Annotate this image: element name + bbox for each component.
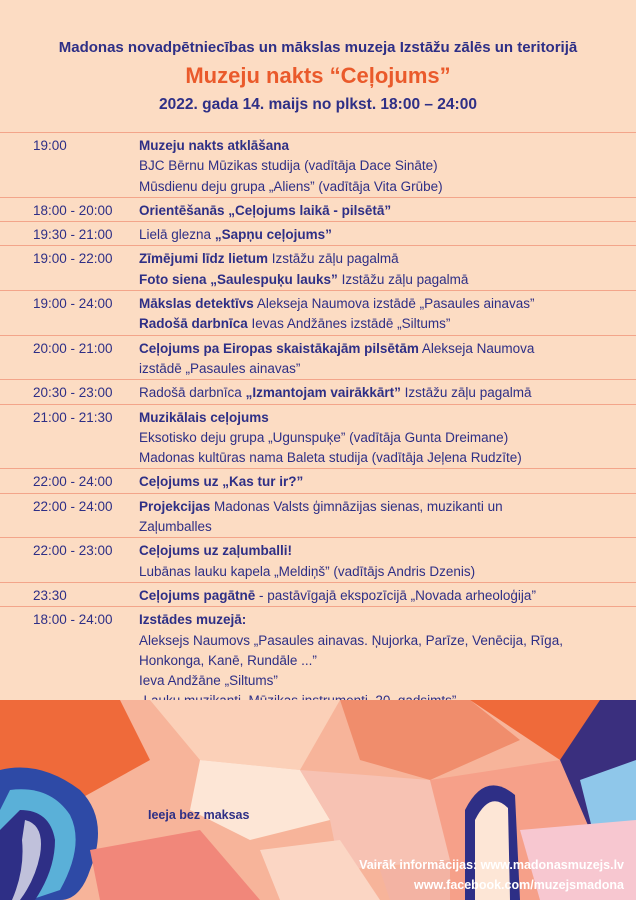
schedule-row	[0, 379, 636, 403]
activity-detail: Radošā darbnīca	[139, 385, 246, 401]
activity-name: Foto siena „Saulespuķu lauks”	[139, 271, 338, 287]
activity-detail: Alekseja Naumova	[418, 340, 535, 356]
schedule-row	[0, 132, 636, 197]
free-entry-note: Ieeja bez maksas	[148, 808, 250, 822]
schedule-time: 19:00 - 24:00	[33, 296, 113, 312]
schedule-time: 19:00 - 22:00	[33, 251, 113, 267]
activity-detail: Madonas kultūras nama Baleta studija (vadītāja Jeļena Rudzīte)	[139, 450, 522, 466]
schedule-time: 20:00 - 21:00	[33, 340, 113, 356]
activity-name: „Izmantojam vairākkārt”	[245, 385, 401, 401]
schedule-lines	[139, 291, 636, 335]
activity-name: Radošā darbnīca	[139, 316, 248, 332]
schedule-line	[139, 249, 636, 269]
activity-name: Ceļojums pagātnē	[139, 587, 256, 603]
organizer-line: Madonas novadpētniecības un mākslas muzeja Izstāžu zālēs un teritorijā	[58, 39, 578, 56]
schedule-lines	[139, 336, 636, 380]
activity-detail: Izstāžu zāļu pagalmā	[400, 385, 532, 401]
schedule-line	[139, 472, 636, 492]
activity-name: Projekcijas	[139, 498, 211, 514]
schedule-line	[139, 177, 636, 197]
activity-detail: Lielā glezna	[139, 227, 215, 243]
schedule-row	[0, 221, 636, 245]
schedule-line	[139, 541, 636, 561]
schedule-row	[0, 404, 636, 469]
activity-name: „Sapņu ceļojums”	[214, 227, 332, 243]
activity-detail: Madonas Valsts ģimnāzijas sienas, muzikanti un	[210, 498, 503, 514]
activity-detail: Eksotisko deju grupa „Ugunspuķe” (vadītāja Gunta Dreimane)	[139, 429, 509, 445]
info-facebook[interactable]: www.facebook.com/muzejsmadona	[413, 878, 624, 892]
schedule-line	[139, 671, 636, 691]
schedule-line	[139, 651, 636, 671]
schedule-lines	[139, 198, 636, 221]
schedule-row	[0, 197, 636, 221]
activity-detail: Zaļumballes	[139, 519, 212, 535]
schedule-time: 18:00 - 20:00	[33, 202, 113, 218]
activity-detail: Mūsdienu deju grupa „Aliens” (vadītāja Vita Grūbe)	[139, 178, 443, 194]
schedule-line	[139, 610, 636, 630]
schedule-line	[139, 225, 636, 245]
schedule-line	[139, 339, 636, 359]
schedule-row	[0, 335, 636, 380]
activity-name: Ceļojums pa Eiropas skaistākajām pilsētām	[139, 340, 419, 356]
activity-name: Muzeju nakts atklāšana	[139, 138, 290, 153]
schedule-time: 19:30 - 21:00	[33, 227, 113, 243]
schedule-line	[139, 586, 636, 606]
schedule-time: 22:00 - 24:00	[33, 474, 113, 490]
schedule-line	[139, 270, 636, 290]
schedule-row	[0, 582, 636, 606]
info-website[interactable]: Vairāk informācijas: www.madonasmuzejs.lv	[359, 858, 624, 872]
activity-detail: izstādē „Pasaules ainavas”	[139, 360, 301, 376]
schedule-line	[139, 136, 636, 156]
schedule-time: 22:00 - 24:00	[33, 498, 113, 514]
schedule-row	[0, 245, 636, 290]
schedule-lines	[139, 405, 636, 469]
schedule-time: 21:00 - 21:30	[33, 409, 113, 425]
schedule-list	[0, 132, 636, 752]
activity-detail: BJC Bērnu Mūzikas studija (vadītāja Dace Sināte)	[139, 158, 438, 174]
schedule-lines	[139, 469, 636, 492]
schedule-line	[139, 497, 636, 517]
schedule-line	[139, 517, 636, 537]
activity-detail: Izstāžu zāļu pagalmā	[337, 271, 469, 287]
activity-detail: Alekseja Naumova izstādē „Pasaules ainavas”	[253, 296, 535, 312]
header	[0, 38, 636, 116]
event-date: 2022. gada 14. maijs no plkst. 18:00 – 24:00	[159, 96, 477, 113]
schedule-time: 22:00 - 23:00	[33, 543, 113, 559]
schedule-time: 19:00	[33, 138, 67, 153]
more-info	[359, 855, 624, 895]
schedule-time: 23:30	[33, 587, 67, 603]
schedule-time: 18:00 - 24:00	[33, 612, 113, 628]
schedule-line	[139, 631, 636, 651]
activity-name: Ceļojums uz „Kas tur ir?”	[139, 474, 304, 490]
activity-detail: Aleksejs Naumovs „Pasaules ainavas. Ņujorka, Parīze, Venēcija, Rīga,	[139, 632, 563, 648]
activity-detail: Ieva Andžāne „Siltums”	[139, 673, 278, 689]
activity-name: Zīmējumi līdz lietum	[139, 251, 269, 267]
schedule-line	[139, 383, 636, 403]
activity-name: Mākslas detektīvs	[139, 296, 254, 312]
schedule-row	[0, 493, 636, 538]
activity-detail: Izstāžu zāļu pagalmā	[268, 251, 399, 267]
schedule-line	[139, 156, 636, 176]
schedule-lines	[139, 538, 636, 582]
schedule-line	[139, 314, 636, 334]
schedule-time: 20:30 - 23:00	[33, 385, 113, 401]
activity-name: Muzikālais ceļojums	[139, 409, 269, 425]
schedule-lines	[139, 222, 636, 245]
activity-name: Izstādes muzejā:	[139, 612, 247, 628]
schedule-lines	[139, 133, 636, 197]
schedule-line	[139, 359, 636, 379]
schedule-line	[139, 408, 636, 428]
schedule-line	[139, 448, 636, 468]
schedule-row	[0, 537, 636, 582]
schedule-line	[139, 428, 636, 448]
schedule-line	[139, 562, 636, 582]
activity-detail: Honkonga, Kanē, Rundāle ...”	[139, 652, 317, 668]
schedule-line	[139, 294, 636, 314]
schedule-row	[0, 290, 636, 335]
schedule-lines	[139, 494, 636, 538]
activity-detail: Lubānas lauku kapela „Meldiņš” (vadītājs Andris Dzenis)	[139, 563, 476, 579]
schedule-lines	[139, 583, 636, 606]
activity-name: Ceļojums uz zaļumballi!	[139, 543, 293, 559]
activity-name: Orientēšanās „Ceļojums laikā - pilsētā”	[139, 202, 392, 218]
event-title: Muzeju nakts “Ceļojums”	[185, 63, 451, 88]
schedule-lines	[139, 246, 636, 290]
activity-detail: - pastāvīgajā ekspozīcijā „Novada arheoloģija”	[255, 587, 536, 603]
schedule-line	[139, 201, 636, 221]
schedule-lines	[139, 380, 636, 403]
activity-detail: Ievas Andžānes izstādē „Siltums”	[247, 316, 451, 332]
schedule-row	[0, 468, 636, 492]
